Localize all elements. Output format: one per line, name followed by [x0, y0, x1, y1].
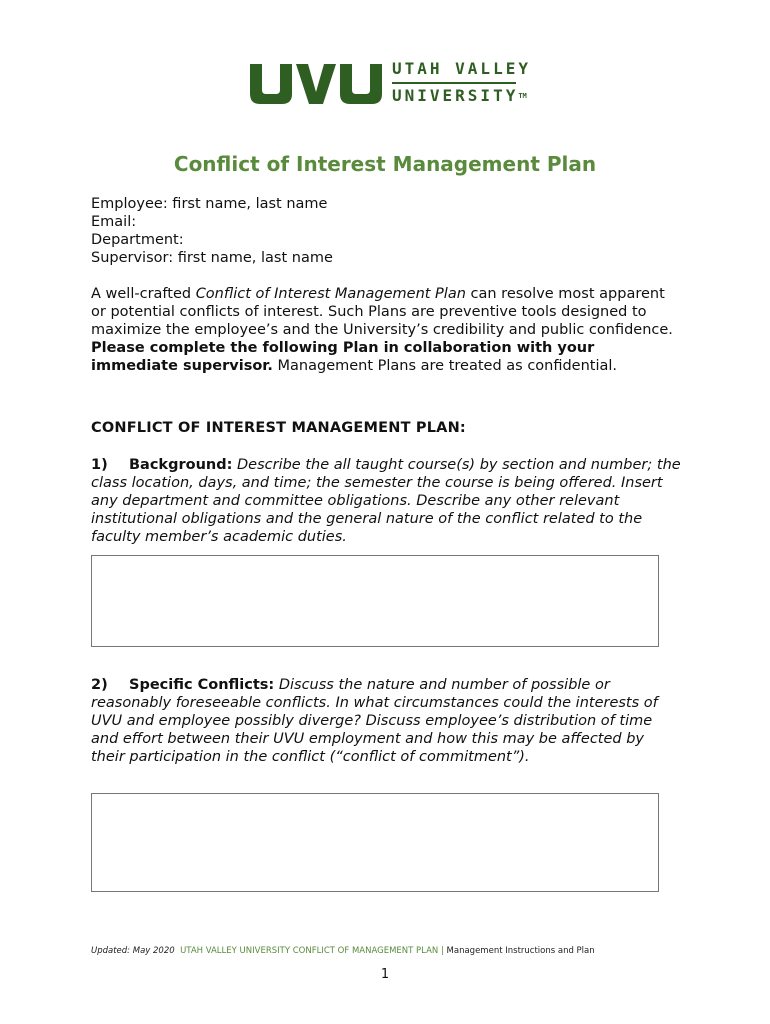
footer-doc-name: UTAH VALLEY UNIVERSITY CONFLICT OF MANAGEMENT PLAN [180, 946, 439, 956]
page-footer [91, 945, 595, 957]
uvu-logo [248, 59, 531, 110]
logo-wordmark [392, 59, 531, 105]
logo-mark-text: UVU [248, 60, 251, 61]
question-background [91, 456, 681, 546]
question-title: Specific Conflicts: [129, 677, 275, 693]
specific-conflicts-answer-box[interactable] [91, 793, 659, 892]
supervisor-field: Supervisor: first name, last name [91, 250, 333, 266]
uvu-logo-mark [248, 60, 384, 106]
intro-bold-instruction: Please complete the following Plan in collaboration with your immediate supervisor. [91, 340, 595, 374]
email-field: Email: [91, 214, 137, 230]
background-answer-box[interactable] [91, 555, 659, 647]
question-text: Describe the all taught course(s) by section and number; the class location, days, and time; the semester the course is being offered. Insert any department and committee obligations. Describe any other relevant institutional obligations and the general nature of the conflict related to the faculty member’s academic duties. [91, 457, 681, 545]
document-title: Conflict of Interest Management Plan [173, 152, 597, 176]
footer-updated: Updated: May 2020 [91, 946, 175, 956]
question-number: 2) [91, 677, 108, 693]
employee-fields [91, 195, 681, 267]
footer-section: Management Instructions and Plan [446, 946, 595, 956]
employee-field: Employee: first name, last name [91, 196, 328, 212]
question-text: Discuss the nature and number of possible or reasonably foreseeable conflicts. In what circumstances could the interests of UVU and employee possibly diverge? Discuss employee’s distribution of time and effort between their UVU employment and how this may be affected by their participation in the conflict (“conflict of commitment”). [91, 677, 658, 765]
section-heading: CONFLICT OF INTEREST MANAGEMENT PLAN: [91, 420, 466, 436]
logo-line-1: UTAH VALLEY [392, 59, 531, 78]
department-field: Department: [91, 232, 184, 248]
logo-trademark: TM [518, 92, 527, 100]
question-number: 1) [91, 457, 108, 473]
question-title: Background: [129, 457, 233, 473]
intro-paragraph [91, 285, 681, 375]
intro-text-1: A well-crafted [91, 286, 196, 302]
intro-italic-term: Conflict of Interest Management Plan [195, 286, 466, 302]
logo-rule [392, 82, 516, 84]
logo-line-2 [392, 87, 526, 105]
intro-text-2: can resolve most apparent or potential conflicts of interest. Such Plans are preventive tools designed to maximize the employee’s and the University’s credibility and public confidence. [91, 286, 673, 338]
page-number: 1 [380, 967, 390, 982]
intro-text-3: Management Plans are treated as confidential. [272, 358, 618, 374]
question-specific-conflicts [91, 676, 681, 766]
footer-separator: | [440, 946, 444, 956]
logo-line-2-text: UNIVERSITY [392, 86, 519, 105]
